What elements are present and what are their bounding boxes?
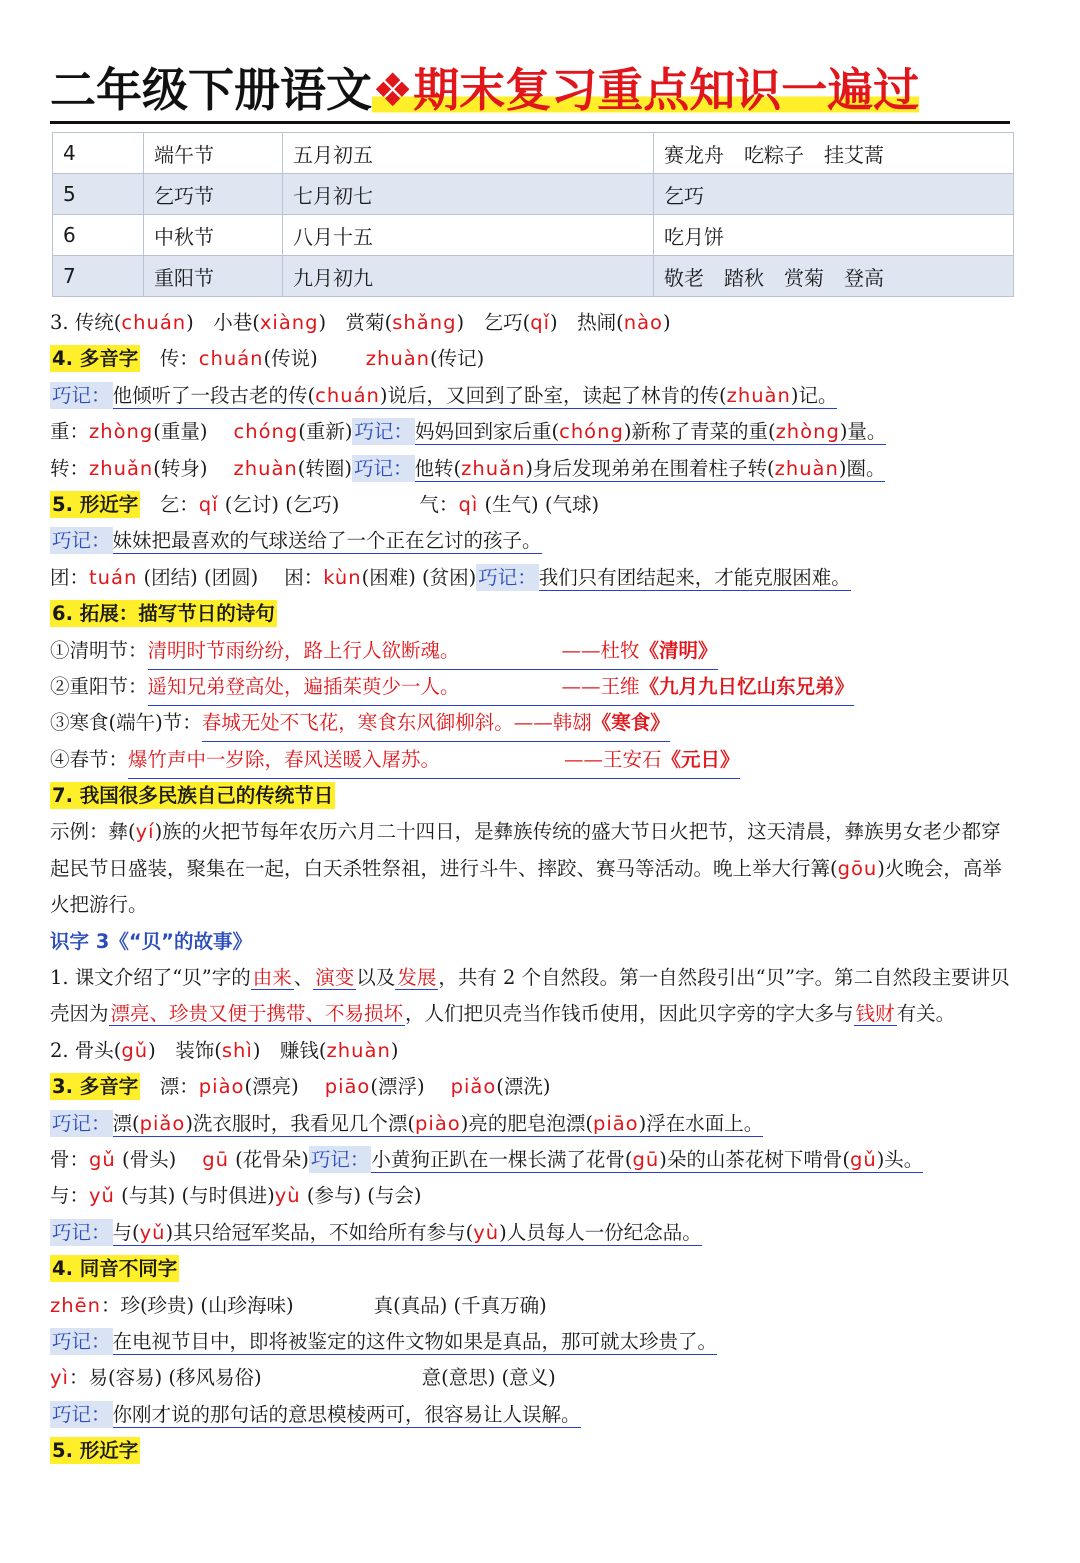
- tip-label: 巧记：: [52, 383, 111, 407]
- section-heading: 4. 多音字: [52, 347, 139, 371]
- title-rule: [50, 121, 1010, 124]
- table-cell: 4: [53, 133, 144, 174]
- poem-line: ①清明节：清明时节雨纷纷，路上行人欲断魂。 ——杜牧《清明》: [50, 633, 1040, 669]
- table-row: [53, 133, 1014, 174]
- tip-label: 巧记：: [354, 420, 413, 444]
- tip-label: 巧记：: [310, 1148, 370, 1172]
- section-polyphone-2: 3. 多音字 漂：piào(漂亮) piāo(漂浮) piǎo(漂洗): [52, 1075, 551, 1099]
- title-black-part: 二年级下册语文: [50, 63, 372, 117]
- table-cell: 5: [53, 174, 144, 215]
- section-heading: 7. 我国很多民族自己的传统节日: [52, 784, 334, 808]
- table-cell: 七月初七: [283, 174, 654, 215]
- polyphone-zhong: 重：zhòng(重量) chóng(重新) 巧记： 妈妈回到家后重(chóng)新称了青菜的重(zhòng)量。: [50, 420, 887, 444]
- pinyin-line-1: 3. 传统(chuán) 小巷(xiàng) 赏菊(shǎng) 乞巧(qǐ) 热闹(nào): [50, 311, 671, 334]
- poem-line: ④春节：爆竹声中一岁除，春风送暖入屠苏。 ——王安石《元日》: [50, 742, 1040, 778]
- tip-label: 巧记：: [52, 1330, 111, 1354]
- table-cell: 九月初九: [283, 256, 654, 297]
- tip-label: 巧记：: [353, 456, 413, 480]
- polyphone-zhuan: 转：zhuǎn(转身) zhuàn(转圈) 巧记： 他转(zhuǎn)身后发现弟弟在围着柱子转(zhuàn)圈。: [50, 456, 886, 480]
- section-homophones: [50, 1251, 1040, 1287]
- table-cell: 八月十五: [283, 215, 654, 256]
- tip-line: 巧记： 妹妹把最喜欢的气球送给了一个正在乞讨的孩子。: [52, 529, 542, 553]
- poem-line: ②重阳节：遥知兄弟登高处，遍插茱萸少一人。 ——王维《九月九日忆山东兄弟》: [50, 669, 1040, 705]
- tip-label: 巧记：: [52, 1220, 111, 1244]
- section-polyphone-1: 4. 多音字 传：chuán(传说) zhuàn(传记): [52, 347, 485, 371]
- similar-tuan-kun: 团：tuán (团结) (团圆) 困：kùn(困难) (贫困) 巧记： 我们只有团结起来，才能克服困难。: [50, 565, 851, 589]
- table-cell: 重阳节: [144, 256, 283, 297]
- pinyin-line-2: 2. 骨头(gǔ) 装饰(shì) 赚钱(zhuàn): [50, 1038, 399, 1062]
- section-ethnic-festivals: [50, 778, 1040, 814]
- table-cell: 7: [53, 256, 144, 297]
- festival-table: [52, 132, 1014, 297]
- lesson-title: 识字 3《“贝”的故事》: [50, 929, 252, 953]
- section-similar-2: [50, 1433, 1040, 1469]
- table-row: [53, 174, 1014, 215]
- table-cell: 五月初五: [283, 133, 654, 174]
- tip-label: 巧记：: [52, 1402, 111, 1426]
- polyphone-yu: 与：yǔ (与其) (与时俱进)yù (参与) (与会): [50, 1184, 422, 1208]
- tip-label: 巧记：: [478, 565, 537, 589]
- table-cell: 乞巧: [654, 174, 1014, 215]
- homophone-yi: yì：易(容易) (移风易俗) 意(意思) (意义): [50, 1366, 556, 1390]
- page-title: [50, 62, 1030, 118]
- table-cell: 乞巧节: [144, 174, 283, 215]
- tip-line: 巧记： 你刚才说的那句话的意思模棱两可，很容易让人误解。: [52, 1402, 581, 1426]
- example-paragraph: 示例：彝(yí)族的火把节每年农历六月二十四日，是彝族传统的盛大节日火把节，这天清晨，彝族男女老少都穿起民节日盛装，聚集在一起，白天杀牲祭祖，进行斗牛、摔跤、赛马等活动。晚上举大行篝(gōu)火晚会，高举火把游行。: [50, 820, 1002, 917]
- table-cell: 吃月饼: [654, 215, 1014, 256]
- tip-label: 巧记：: [52, 529, 111, 553]
- table-cell: 赛龙舟 吃粽子 挂艾蒿: [654, 133, 1014, 174]
- poem-line: ③寒食(端午)节：春城无处不飞花，寒食东风御柳斜。——韩翃《寒食》: [50, 705, 1040, 741]
- tip-line: 巧记： 漂(piǎo)洗衣服时，我看见几个漂(piào)亮的肥皂泡漂(piāo)浮在水面上。: [52, 1111, 764, 1135]
- polyphone-gu: 骨：gǔ (骨头) gū (花骨朵) 巧记： 小黄狗正趴在一棵长满了花骨(gū)朵的山茶花树下啃骨(gǔ)头。: [50, 1148, 924, 1172]
- story-paragraph: 1. 课文介绍了“贝”字的 由来 、 演变 以及 发展 ，共有 2 个自然段。第一自然段引出“贝”字。第二自然段主要讲贝壳因为 漂亮、珍贵又便于携带、不易损坏 ，人们把贝壳当作钱币使用，因此贝字旁的字大多与 钱财 有关。: [50, 966, 1010, 1026]
- table-row: [53, 215, 1014, 256]
- section-similar-1: 5. 形近字 乞：qǐ (乞讨) (乞巧) 气：qì (生气) (气球): [52, 492, 600, 516]
- section-heading: 5. 形近字: [52, 492, 139, 516]
- table-cell: 敬老 踏秋 赏菊 登高: [654, 256, 1014, 297]
- table-cell: 端午节: [144, 133, 283, 174]
- table-row: [53, 256, 1014, 297]
- tip-label: 巧记：: [52, 1111, 111, 1135]
- title-red-part: 期末复习重点知识一遍过: [413, 63, 920, 117]
- title-diamond-icon: ❖: [372, 63, 414, 117]
- homophone-zhen: zhēn：珍(珍贵) (山珍海味) 真(真品) (千真万确): [50, 1293, 547, 1317]
- tip-line: 巧记： 他倾听了一段古老的传(chuán)说后，又回到了卧室，读起了林肯的传(zhuàn)记。: [52, 383, 838, 407]
- content: [50, 305, 1040, 1470]
- table-cell: 中秋节: [144, 215, 283, 256]
- section-poems: [50, 596, 1040, 632]
- table-cell: 6: [53, 215, 144, 256]
- section-heading: 4. 同音不同字: [52, 1257, 178, 1281]
- section-heading: 5. 形近字: [52, 1439, 139, 1463]
- tip-line: 巧记： 在电视节目中，即将被鉴定的这件文物如果是真品，那可就太珍贵了。: [52, 1330, 718, 1354]
- section-heading: 3. 多音字: [52, 1075, 139, 1099]
- tip-line: 巧记： 与(yǔ)其只给冠军奖品，不如给所有参与(yù)人员每人一份纪念品。: [52, 1220, 702, 1244]
- section-heading: 6. 拓展：描写节日的诗句: [52, 602, 275, 626]
